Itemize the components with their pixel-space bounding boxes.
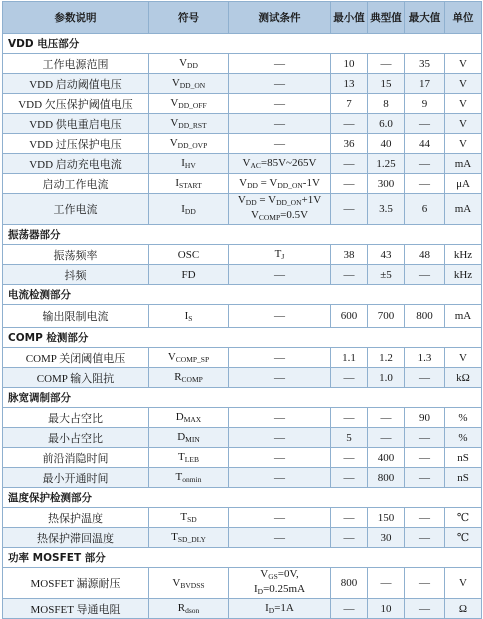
symbol-main: I	[181, 157, 185, 169]
typ-cell: 10	[368, 599, 405, 619]
table-row	[3, 154, 482, 174]
min-cell: 13	[331, 74, 368, 94]
param-cell: MOSFET 导通电阻	[3, 599, 149, 619]
typ-cell: 30	[368, 528, 405, 548]
symbol-cell	[149, 174, 229, 194]
condition-line: $V_{GS}=0V$,	[260, 568, 299, 581]
unit-cell: kHz	[445, 265, 482, 285]
param-cell: VDD 过压保护电压	[3, 134, 149, 154]
param-cell: 最小开通时间	[3, 468, 149, 488]
section-header	[3, 34, 482, 54]
table-row	[3, 599, 482, 619]
symbol-main: V	[172, 576, 181, 589]
max-cell: 44	[405, 134, 445, 154]
unit-cell: mA	[445, 305, 482, 328]
section-title: 脉宽调制部分	[3, 388, 482, 408]
condition-cell	[229, 468, 331, 488]
symbol-cell	[149, 468, 229, 488]
symbol-cell	[149, 305, 229, 328]
symbol-main: T	[178, 451, 185, 463]
typ-cell: —	[368, 54, 405, 74]
max-cell: 90	[405, 408, 445, 428]
typ-cell: 300	[368, 174, 405, 194]
symbol-subscript: S	[188, 313, 193, 323]
section-header	[3, 285, 482, 305]
unit-cell: μA	[445, 174, 482, 194]
unit-cell: %	[445, 428, 482, 448]
typ-cell: —	[368, 568, 405, 599]
min-cell: 36	[331, 134, 368, 154]
param-cell: VDD 启动阈值电压	[3, 74, 149, 94]
param-cell: 热保护滞回温度	[3, 528, 149, 548]
condition-line: $V_{DD} = V_{DD\_ON}+1V$	[237, 194, 322, 207]
condition-cell	[229, 134, 331, 154]
max-cell: —	[405, 528, 445, 548]
symbol-main: V	[170, 117, 179, 129]
symbol-main: V	[169, 137, 178, 149]
max-cell: —	[405, 599, 445, 619]
max-cell: 800	[405, 305, 445, 328]
typ-cell: 15	[368, 74, 405, 94]
section-title: COMP 检测部分	[3, 328, 482, 348]
symbol-subscript: DD	[187, 61, 198, 70]
typ-cell: 1.25	[368, 154, 405, 174]
condition-cell	[229, 428, 331, 448]
condition-line: —	[274, 268, 285, 281]
param-cell: 最小占空比	[3, 428, 149, 448]
symbol-subscript: BVDSS	[180, 580, 205, 590]
min-cell: —	[331, 408, 368, 428]
condition-line: $I_D=0.25mA$	[253, 583, 306, 596]
symbol-subscript: DD_OFF	[178, 101, 207, 110]
unit-cell: kΩ	[445, 368, 482, 388]
min-cell: —	[331, 468, 368, 488]
symbol-cell	[149, 74, 229, 94]
unit-cell: mA	[445, 194, 482, 225]
max-cell: 48	[405, 245, 445, 265]
condition-line: —	[274, 371, 285, 384]
min-cell: —	[331, 194, 368, 225]
max-cell: —	[405, 174, 445, 194]
symbol-cell	[149, 508, 229, 528]
condition-line: —	[274, 471, 285, 484]
col-header-unit: 单位	[445, 2, 482, 34]
table-row	[3, 428, 482, 448]
condition-cell	[229, 448, 331, 468]
section-title: 振荡器部分	[3, 225, 482, 245]
symbol-cell	[149, 265, 229, 285]
section-header	[3, 388, 482, 408]
typ-cell: 3.5	[368, 194, 405, 225]
symbol-cell	[149, 134, 229, 154]
typ-cell: 1.2	[368, 348, 405, 368]
symbol-main: R	[177, 602, 186, 614]
table-row	[3, 568, 482, 599]
symbol-main: V	[167, 351, 176, 363]
symbol-main: FD	[181, 268, 196, 281]
condition-line: $V_{COMP}=0.5V$	[250, 209, 309, 222]
typ-cell: 800	[368, 468, 405, 488]
param-cell: MOSFET 漏源耐压	[3, 568, 149, 599]
symbol-subscript: onmin	[182, 475, 202, 484]
symbol-cell	[149, 348, 229, 368]
condition-line: $V_{DD} = V_{DD\_ON}-1V$	[239, 177, 320, 190]
symbol-subscript: DD	[184, 206, 196, 216]
unit-cell: V	[445, 134, 482, 154]
condition-line: —	[274, 97, 285, 110]
symbol-subscript: START	[178, 181, 202, 190]
table-row	[3, 245, 482, 265]
table-row	[3, 54, 482, 74]
condition-cell	[229, 94, 331, 114]
max-cell: —	[405, 265, 445, 285]
condition-cell	[229, 568, 331, 599]
symbol-main: V	[179, 57, 188, 69]
symbol-subscript: SD_DLY	[177, 535, 206, 544]
unit-cell: V	[445, 54, 482, 74]
param-cell: VDD 供电重启电压	[3, 114, 149, 134]
symbol-subscript: COMP	[181, 375, 203, 384]
min-cell: 7	[331, 94, 368, 114]
min-cell: —	[331, 528, 368, 548]
max-cell: —	[405, 154, 445, 174]
max-cell: 35	[405, 54, 445, 74]
unit-cell: ℃	[445, 528, 482, 548]
max-cell: 17	[405, 74, 445, 94]
min-cell: —	[331, 448, 368, 468]
symbol-subscript: DD_RST	[178, 121, 207, 130]
condition-line: —	[274, 117, 285, 130]
table-row	[3, 408, 482, 428]
min-cell: 10	[331, 54, 368, 74]
symbol-cell	[149, 54, 229, 74]
symbol-main: V	[171, 77, 180, 89]
col-header-min: 最小值	[331, 2, 368, 34]
condition-line: $T_J$	[274, 248, 285, 261]
condition-cell	[229, 599, 331, 619]
typ-cell: ±5	[368, 265, 405, 285]
symbol-subscript: MAX	[183, 415, 202, 424]
section-title: 功率 MOSFET 部分	[3, 548, 482, 568]
condition-line: —	[274, 531, 285, 544]
min-cell: —	[331, 114, 368, 134]
symbol-main: T	[171, 531, 178, 543]
condition-line: —	[274, 431, 285, 444]
condition-cell	[229, 368, 331, 388]
typ-cell: 400	[368, 448, 405, 468]
condition-cell	[229, 508, 331, 528]
typ-cell: 8	[368, 94, 405, 114]
param-cell: VDD 启动充电电流	[3, 154, 149, 174]
section-header	[3, 548, 482, 568]
condition-line: —	[274, 351, 285, 364]
symbol-subscript: HV	[184, 161, 196, 170]
table-row	[3, 448, 482, 468]
max-cell: —	[405, 468, 445, 488]
min-cell: 5	[331, 428, 368, 448]
condition-line: —	[274, 137, 285, 150]
condition-cell	[229, 245, 331, 265]
max-cell: —	[405, 508, 445, 528]
min-cell: 600	[331, 305, 368, 328]
spec-table	[2, 1, 482, 619]
param-cell: 振荡频率	[3, 245, 149, 265]
symbol-main: V	[170, 97, 179, 109]
param-cell: 工作电流	[3, 194, 149, 225]
table-row	[3, 74, 482, 94]
condition-line: —	[274, 451, 285, 464]
param-cell: COMP 关闭阈值电压	[3, 348, 149, 368]
symbol-main: I	[184, 309, 189, 322]
table-row	[3, 174, 482, 194]
col-header-symbol: 符号	[149, 2, 229, 34]
max-cell: 6	[405, 194, 445, 225]
condition-cell	[229, 528, 331, 548]
symbol-subscript: SD	[187, 515, 197, 524]
unit-cell: nS	[445, 448, 482, 468]
symbol-cell	[149, 528, 229, 548]
max-cell: —	[405, 428, 445, 448]
symbol-main: T	[180, 511, 188, 523]
condition-cell	[229, 305, 331, 328]
typ-cell: 6.0	[368, 114, 405, 134]
condition-line: —	[274, 511, 285, 524]
symbol-main: I	[181, 202, 185, 215]
symbol-cell	[149, 368, 229, 388]
symbol-cell	[149, 154, 229, 174]
section-title: 温度保护检测部分	[3, 488, 482, 508]
param-cell: 工作电源范围	[3, 54, 149, 74]
unit-cell: ℃	[445, 508, 482, 528]
param-cell: 前沿消隐时间	[3, 448, 149, 468]
condition-cell	[229, 265, 331, 285]
table-row	[3, 508, 482, 528]
symbol-main: T	[175, 471, 183, 483]
symbol-main: OSC	[177, 248, 200, 261]
typ-cell: 150	[368, 508, 405, 528]
max-cell: 1.3	[405, 348, 445, 368]
symbol-cell	[149, 245, 229, 265]
symbol-main: D	[177, 431, 186, 443]
condition-cell	[229, 174, 331, 194]
condition-cell	[229, 54, 331, 74]
condition-line: $I_D=1A$	[265, 602, 294, 615]
symbol-cell	[149, 194, 229, 225]
table-row	[3, 134, 482, 154]
symbol-main: I	[175, 177, 179, 189]
condition-cell	[229, 154, 331, 174]
condition-cell	[229, 348, 331, 368]
col-header-param: 参数说明	[3, 2, 149, 34]
table-row	[3, 94, 482, 114]
table-row	[3, 528, 482, 548]
min-cell: —	[331, 154, 368, 174]
symbol-main: D	[175, 411, 184, 423]
col-header-condition: 测试条件	[229, 2, 331, 34]
section-title: 电流检测部分	[3, 285, 482, 305]
param-cell: 最大占空比	[3, 408, 149, 428]
condition-cell	[229, 114, 331, 134]
table-row	[3, 468, 482, 488]
unit-cell: V	[445, 348, 482, 368]
unit-cell: %	[445, 408, 482, 428]
param-cell: VDD 欠压保护阈值电压	[3, 94, 149, 114]
condition-cell	[229, 408, 331, 428]
symbol-subscript: DD_ON	[179, 81, 206, 90]
max-cell: —	[405, 114, 445, 134]
param-cell: 输出限制电流	[3, 305, 149, 328]
section-title: VDD 电压部分	[3, 34, 482, 54]
typ-cell: —	[368, 408, 405, 428]
condition-cell	[229, 74, 331, 94]
max-cell: —	[405, 368, 445, 388]
col-header-typ: 典型值	[368, 2, 405, 34]
param-cell: 热保护温度	[3, 508, 149, 528]
condition-line: —	[274, 310, 285, 322]
max-cell: —	[405, 448, 445, 468]
unit-cell: V	[445, 568, 482, 599]
param-cell: COMP 输入阻抗	[3, 368, 149, 388]
typ-cell: 700	[368, 305, 405, 328]
symbol-cell	[149, 428, 229, 448]
min-cell: 800	[331, 568, 368, 599]
symbol-subscript: DD_OVP	[177, 141, 208, 150]
symbol-subscript: COMP_SP	[175, 355, 210, 364]
typ-cell: 40	[368, 134, 405, 154]
symbol-cell	[149, 114, 229, 134]
table-row	[3, 194, 482, 225]
table-row	[3, 265, 482, 285]
min-cell: —	[331, 174, 368, 194]
table-row	[3, 368, 482, 388]
typ-cell: —	[368, 428, 405, 448]
unit-cell: V	[445, 94, 482, 114]
min-cell: 1.1	[331, 348, 368, 368]
symbol-subscript: dson	[185, 606, 200, 615]
max-cell: —	[405, 568, 445, 599]
unit-cell: mA	[445, 154, 482, 174]
table-row	[3, 305, 482, 328]
condition-cell	[229, 194, 331, 225]
param-cell: 抖频	[3, 265, 149, 285]
symbol-subscript: LEB	[184, 455, 199, 464]
min-cell: —	[331, 265, 368, 285]
min-cell: 38	[331, 245, 368, 265]
unit-cell: V	[445, 114, 482, 134]
section-header	[3, 488, 482, 508]
table-body	[3, 34, 482, 619]
section-header	[3, 328, 482, 348]
symbol-cell	[149, 448, 229, 468]
max-cell: 9	[405, 94, 445, 114]
param-cell: 启动工作电流	[3, 174, 149, 194]
unit-cell: nS	[445, 468, 482, 488]
symbol-cell	[149, 408, 229, 428]
typ-cell: 43	[368, 245, 405, 265]
col-header-max: 最大值	[405, 2, 445, 34]
symbol-main: R	[174, 371, 182, 383]
unit-cell: Ω	[445, 599, 482, 619]
condition-line: —	[274, 57, 285, 70]
symbol-subscript: MIN	[185, 435, 200, 444]
table-row	[3, 114, 482, 134]
typ-cell: 1.0	[368, 368, 405, 388]
condition-line: —	[274, 77, 285, 90]
symbol-cell	[149, 599, 229, 619]
section-header	[3, 225, 482, 245]
table-row	[3, 348, 482, 368]
min-cell: —	[331, 368, 368, 388]
symbol-cell	[149, 568, 229, 599]
header-row	[3, 2, 482, 34]
unit-cell: kHz	[445, 245, 482, 265]
condition-line: $V_{AC}=85V\sim 265V$	[242, 157, 317, 170]
condition-line: —	[274, 411, 285, 424]
min-cell: —	[331, 599, 368, 619]
unit-cell: V	[445, 74, 482, 94]
symbol-cell	[149, 94, 229, 114]
min-cell: —	[331, 508, 368, 528]
